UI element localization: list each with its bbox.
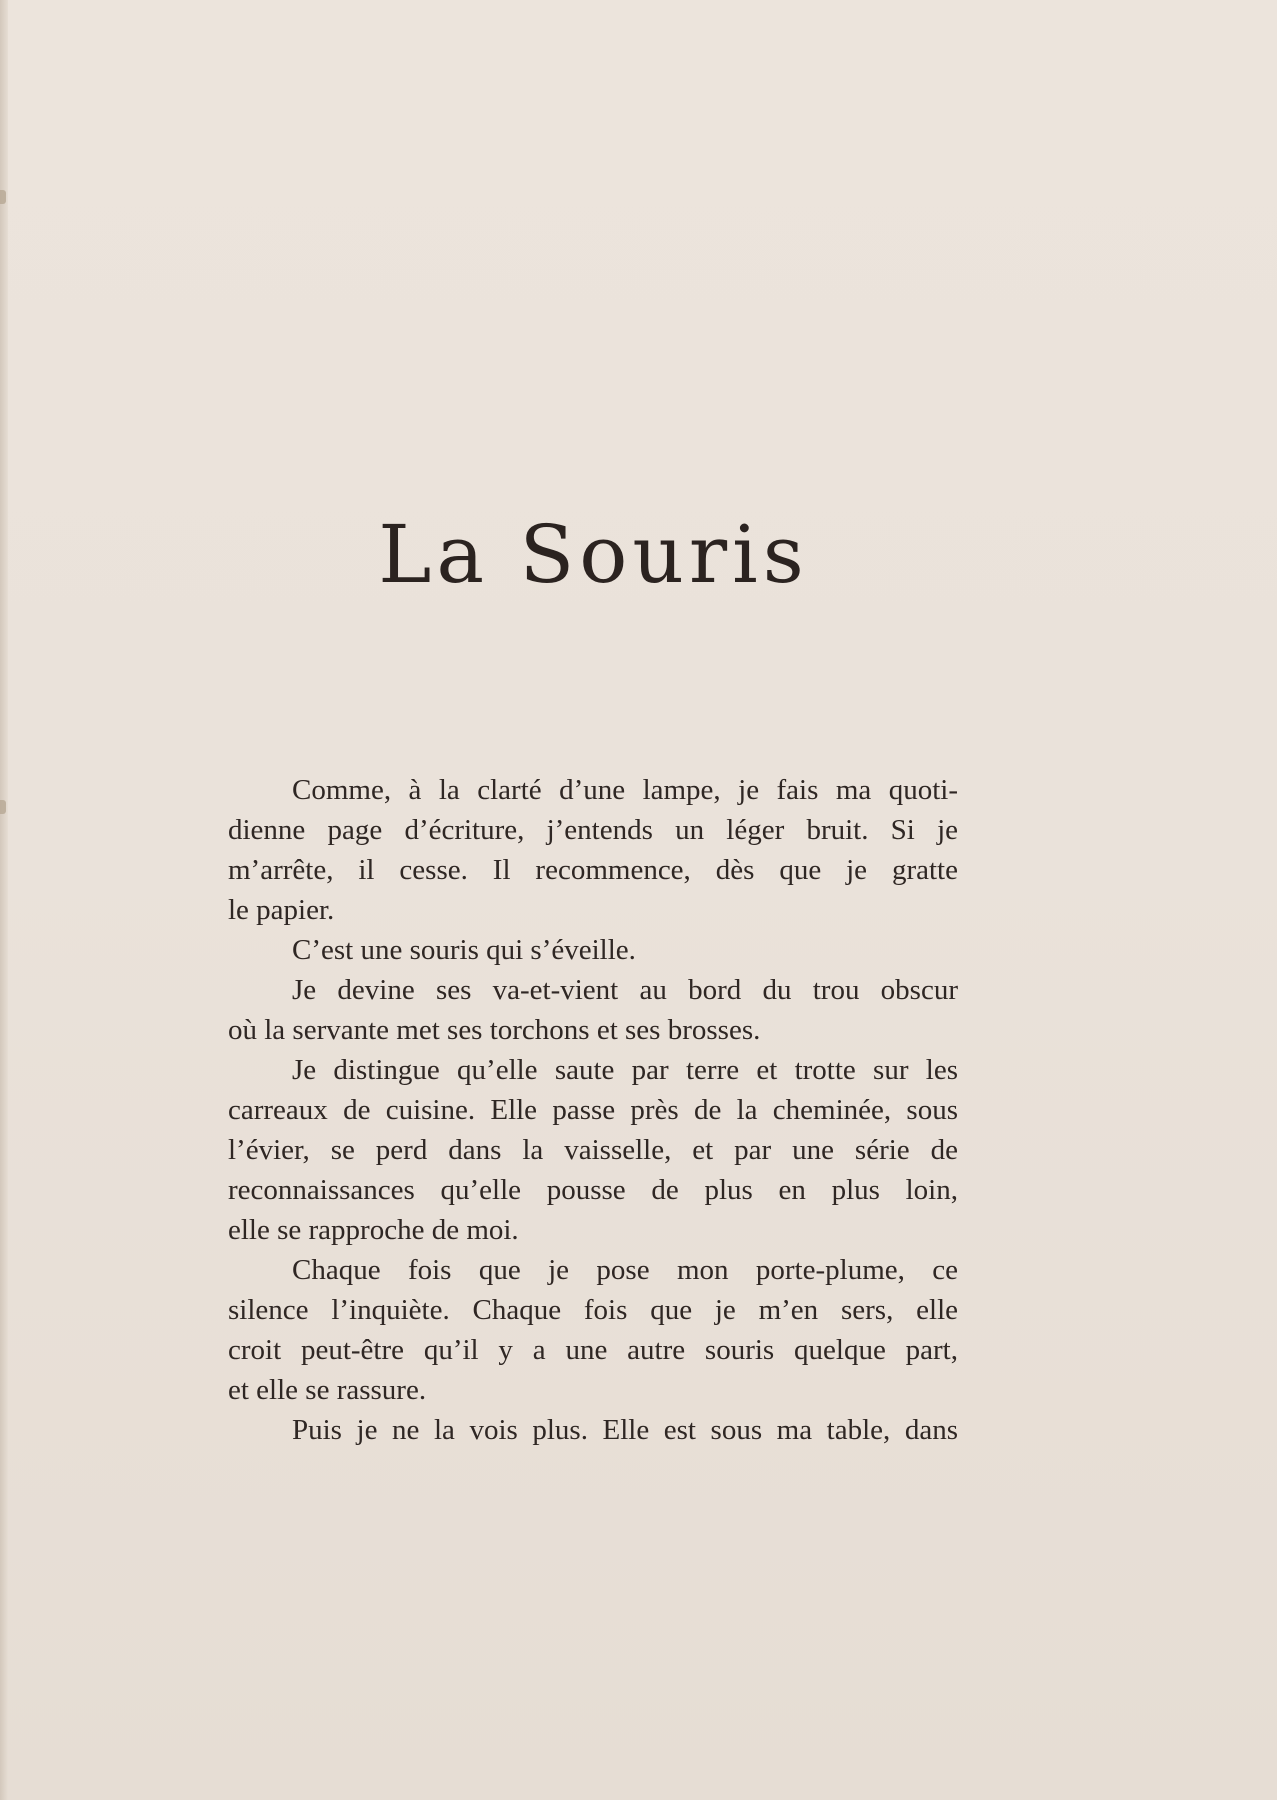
text-line: carreaux de cuisine. Elle passe près de la cheminée, sous (228, 1094, 958, 1126)
text-line: où la servante met ses torchons et ses brosses. (228, 1014, 761, 1046)
text-line: le papier. (228, 894, 335, 926)
text-line: silence l’inquiète. Chaque fois que je m’en sers, elle (228, 1294, 958, 1326)
text-line: Je distingue qu’elle saute par terre et trotte sur les (292, 1054, 958, 1086)
text-line: m’arrête, il cesse. Il recommence, dès que je gratte (228, 854, 958, 886)
body-text (228, 770, 958, 1450)
text-line: elle se rapproche de moi. (228, 1214, 519, 1246)
text-line: Comme, à la clarté d’une lampe, je fais ma quoti- (292, 774, 958, 806)
text-line: croit peut-être qu’il y a une autre souris quelque part, (228, 1334, 958, 1366)
page-title: La Souris (378, 508, 809, 601)
page-edge-mark (0, 190, 6, 204)
text-line: dienne page d’écriture, j’entends un léger bruit. Si je (228, 814, 958, 846)
text-line: Puis je ne la vois plus. Elle est sous ma table, dans (292, 1414, 958, 1446)
text-line: l’évier, se perd dans la vaisselle, et par une série de (228, 1134, 958, 1166)
text-line: reconnaissances qu’elle pousse de plus en plus loin, (228, 1174, 958, 1206)
text-line: C’est une souris qui s’éveille. (292, 934, 636, 966)
text-line: Chaque fois que je pose mon porte-plume, ce (292, 1254, 958, 1286)
text-line: Je devine ses va-et-vient au bord du trou obscur (292, 974, 958, 1006)
text-line: et elle se rassure. (228, 1374, 427, 1406)
page-edge-mark (0, 800, 6, 814)
page-edge (0, 0, 8, 1800)
